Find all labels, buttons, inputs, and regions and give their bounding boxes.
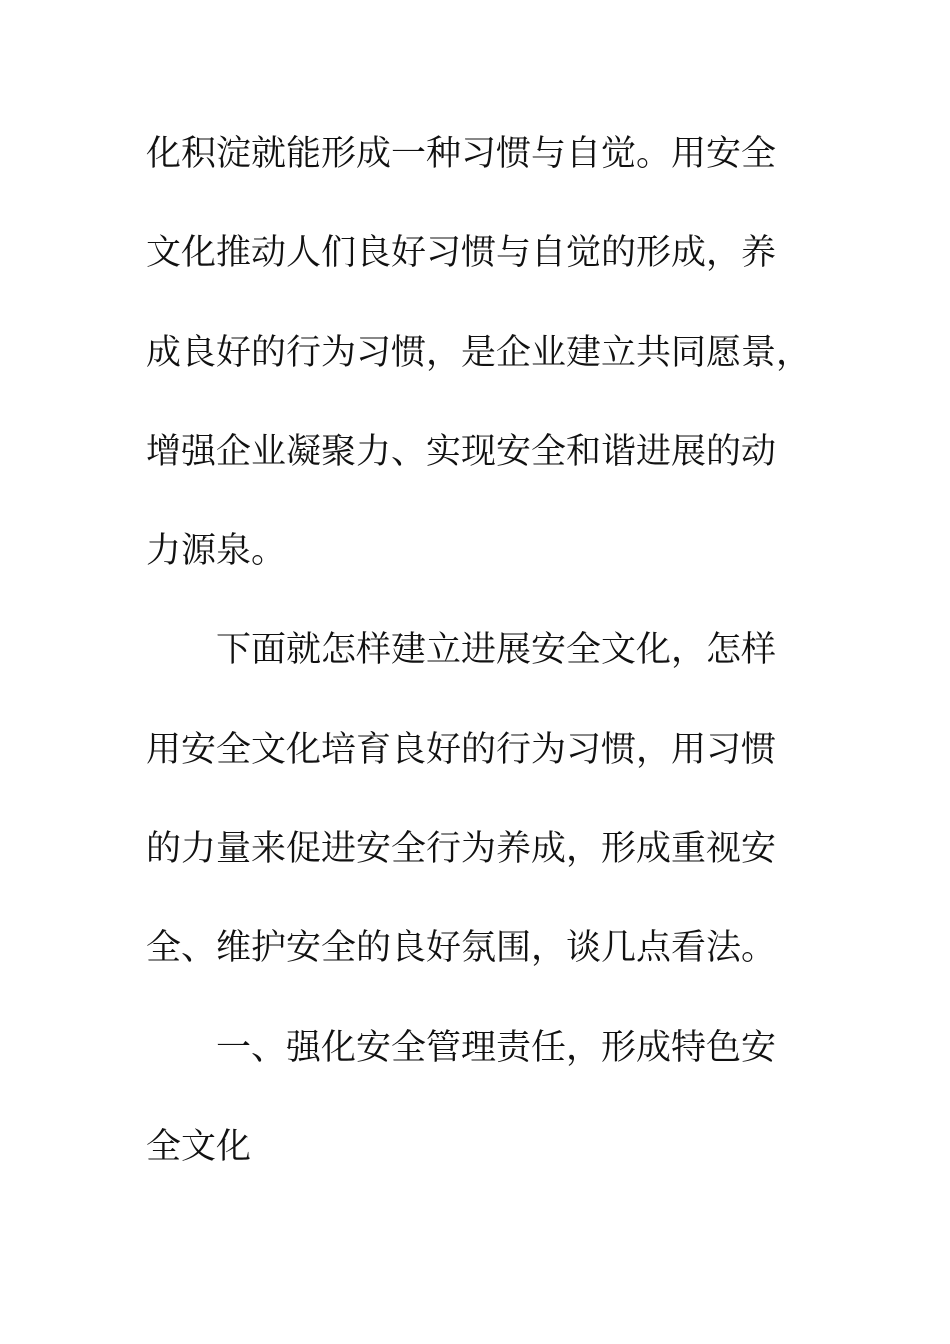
section-heading-line: 全文化: [146, 1126, 252, 1167]
text-line: 用安全文化培育良好的行为习惯，用习惯: [146, 729, 777, 770]
body-text: [146, 124, 812, 1216]
text-line: 增强企业凝聚力、实现安全和谐进展的动: [146, 431, 777, 472]
text-line: 成良好的行为习惯，是企业建立共同愿景，: [146, 332, 812, 373]
text-line: 文化推动人们良好习惯与自觉的形成，养: [146, 233, 777, 274]
text-line: 的力量来促进安全行为养成，形成重视安: [146, 829, 777, 870]
section-heading-line: 一、强化安全管理责任，形成特色安: [216, 1027, 777, 1068]
text-line: 全、维护安全的良好氛围，谈几点看法。: [146, 928, 777, 969]
paragraph-first-line: 下面就怎样建立进展安全文化，怎样: [216, 630, 777, 671]
text-line: 化积淀就能形成一种习惯与自觉。用安全: [146, 134, 777, 174]
text-line: 力源泉。: [146, 531, 287, 572]
